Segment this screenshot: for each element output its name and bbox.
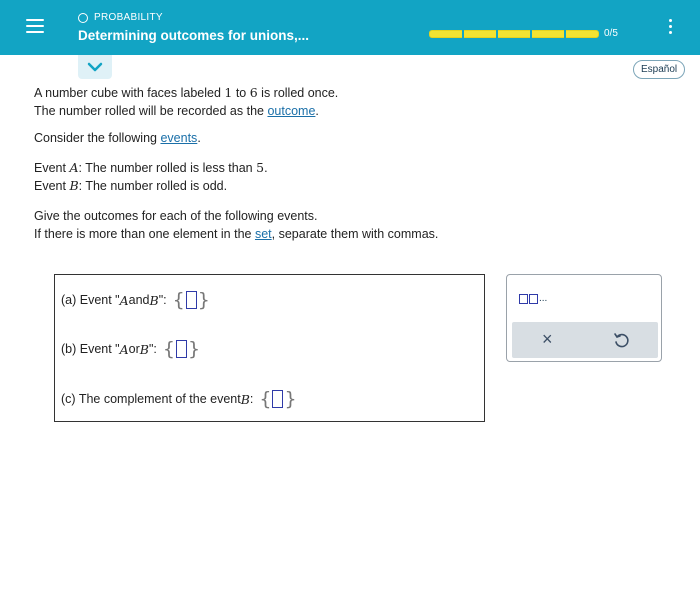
set-answer-input-a[interactable]: { } [172,289,210,311]
chevron-down-icon [78,55,112,79]
answer-panel [54,274,485,422]
menu-icon[interactable] [22,12,48,40]
outcome-link[interactable]: outcome [267,104,316,118]
event-b-definition: Event B: The number rolled is odd. [34,178,228,193]
part-a: (a) Event " A and B ": { } [61,289,210,311]
events-link[interactable]: events [160,131,198,145]
top-bar [0,0,700,55]
clear-icon[interactable]: × [542,329,553,349]
topic-circle-icon [78,13,88,23]
collapse-button[interactable] [78,55,112,79]
set-answer-input-c[interactable]: { } [259,388,297,410]
event-a-definition: Event A: The number rolled is less than 5. [34,160,268,175]
category-label: PROBABILITY [94,12,163,23]
set-answer-input-b[interactable]: { } [162,338,201,360]
tool-actions [512,322,658,358]
problem-line: A number cube with faces labeled 1 to 6 is rolled once. [34,85,339,100]
problem-line: Consider the following events. [34,131,201,145]
part-c: (c) The complement of the event B : { } [61,388,297,410]
breadcrumb [78,12,163,23]
undo-icon[interactable] [612,331,630,349]
score-counter: 0/5 [604,28,618,39]
part-b: (b) Event " A or B ": { } [61,338,201,360]
more-options-icon[interactable] [664,14,678,38]
problem-line: The number rolled will be recorded as the outcome. [34,104,319,118]
set-template-button[interactable]: ... [519,293,547,304]
problem-statement [34,84,438,243]
progress-bar [429,30,599,38]
language-button[interactable]: Español [633,60,685,79]
instructions: Give the outcomes for each of the following events. [34,209,318,223]
page-title: Determining outcomes for unions,... [78,28,310,43]
instructions: If there is more than one element in the set, separate them with commas. [34,227,439,241]
set-link[interactable]: set [254,227,272,241]
math-tools-panel [506,274,662,362]
